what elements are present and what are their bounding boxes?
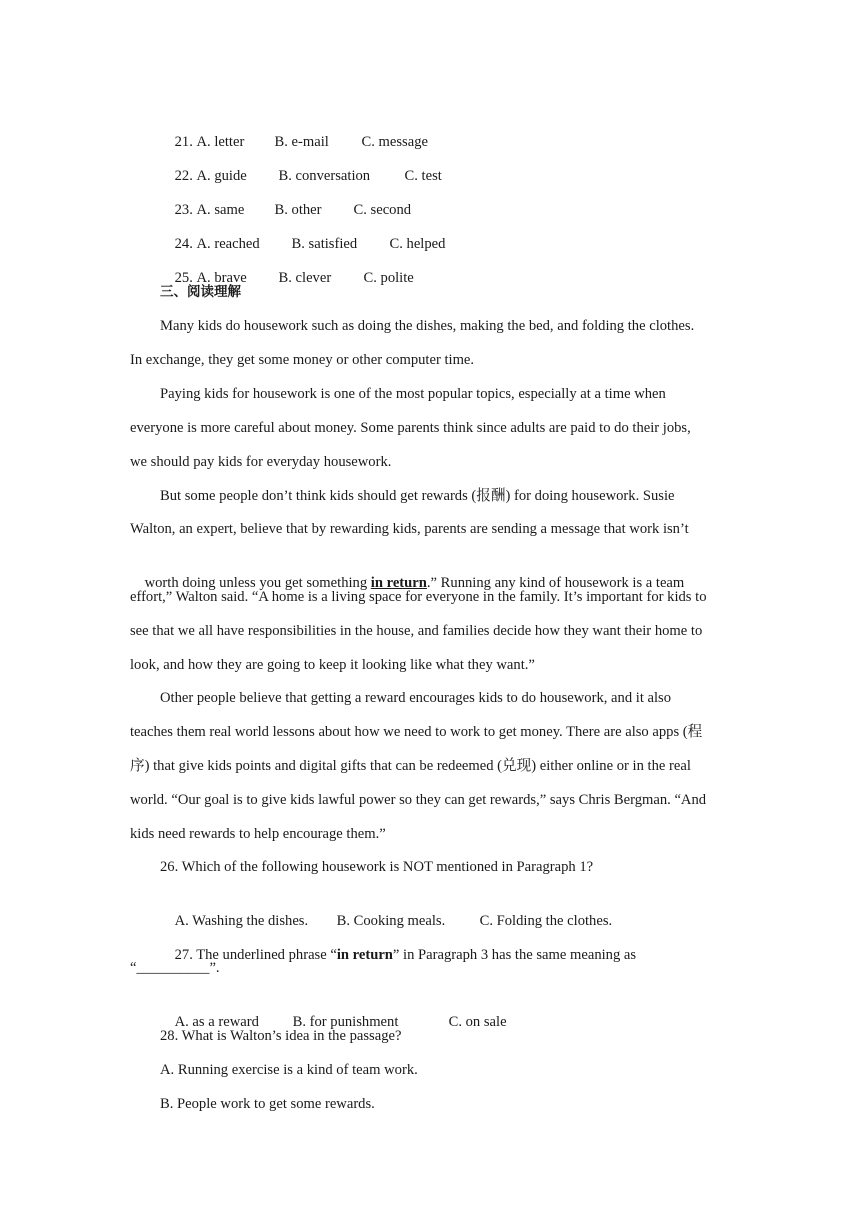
question-28-option-a: A. Running exercise is a kind of team work. — [160, 1062, 418, 1078]
option-a: A. brave — [196, 270, 247, 286]
option-c: C. polite — [363, 270, 414, 286]
option-c: C. Folding the clothes. — [479, 913, 613, 929]
question-27-blank: “__________”. — [130, 960, 220, 976]
choice-number: 25. — [174, 270, 193, 286]
passage-line: effort,” Walton said. “A home is a living space for everyone in the family. It’s important for kids to — [130, 589, 707, 605]
question-26: 26. Which of the following housework is NOT mentioned in Paragraph 1? — [160, 859, 594, 875]
passage-line: Other people believe that getting a reward encourages kids to do housework, and it also — [160, 690, 672, 706]
passage-line: In exchange, they get some money or other computer time. — [130, 352, 475, 368]
option-b: B. other — [274, 202, 322, 218]
passage-text: worth doing unless you get something — [144, 575, 371, 591]
passage-line: we should pay kids for everyday housework. — [130, 454, 392, 470]
option-c: C. message — [361, 134, 428, 150]
option-a: A. Washing the dishes. — [174, 913, 309, 929]
option-c: C. second — [353, 202, 412, 218]
choice-number: 21. — [174, 134, 193, 150]
option-c: C. on sale — [448, 1014, 507, 1030]
passage-line: teaches them real world lessons about how we need to work to get money. There are also apps (程 — [130, 724, 703, 740]
choice-number: 23. — [174, 202, 193, 218]
choice-number: 24. — [174, 236, 193, 252]
passage-line: Walton, an expert, believe that by rewarding kids, parents are sending a message that work isn’t — [130, 521, 689, 537]
option-a: A. same — [196, 202, 245, 218]
passage-line: 序) that give kids points and digital gifts that can be redeemed (兑现) either online or in the real — [130, 758, 691, 774]
option-c: C. helped — [389, 236, 446, 252]
passage-text: .” Running any kind of housework is a team — [426, 575, 685, 591]
option-b: B. clever — [278, 270, 332, 286]
question-28: 28. What is Walton’s idea in the passage? — [160, 1028, 402, 1044]
question-text: 27. The underlined phrase “ — [174, 947, 337, 963]
passage-line: world. “Our goal is to give kids lawful power so they can get rewards,” says Chris Bergman. “And — [130, 792, 707, 808]
option-a: A. guide — [196, 168, 247, 184]
option-b: B. Cooking meals. — [336, 913, 446, 929]
passage-line: see that we all have responsibilities in the house, and families decide how they want their home to — [130, 623, 703, 639]
option-b: B. satisfied — [291, 236, 358, 252]
option-b: B. e-mail — [274, 134, 329, 150]
question-27 — [160, 925, 636, 985]
option-a: A. reached — [196, 236, 260, 252]
passage-line: Paying kids for housework is one of the most popular topics, especially at a time when — [160, 386, 666, 402]
option-a: A. letter — [196, 134, 245, 150]
question-phrase: in return — [336, 947, 393, 963]
option-a: A. as a reward — [174, 1014, 259, 1030]
passage-line: But some people don’t think kids should get rewards (报酬) for doing housework. Susie — [160, 488, 675, 504]
choice-number: 22. — [174, 168, 193, 184]
option-b: B. for punishment — [292, 1014, 399, 1030]
option-c: C. test — [404, 168, 442, 184]
passage-line: Many kids do housework such as doing the dishes, making the bed, and folding the clothes. — [160, 318, 695, 334]
passage-line: kids need rewards to help encourage them.” — [130, 826, 386, 842]
underlined-phrase: in return — [370, 575, 427, 591]
passage-line: everyone is more careful about money. Some parents think since adults are paid to do their jobs, — [130, 420, 691, 436]
question-28-option-b: B. People work to get some rewards. — [160, 1096, 375, 1112]
option-b: B. conversation — [278, 168, 371, 184]
question-text: ” in Paragraph 3 has the same meaning as — [392, 947, 637, 963]
section-title: 三、阅读理解 — [160, 284, 241, 300]
passage-line: look, and how they are going to keep it looking like what they want.” — [130, 657, 535, 673]
